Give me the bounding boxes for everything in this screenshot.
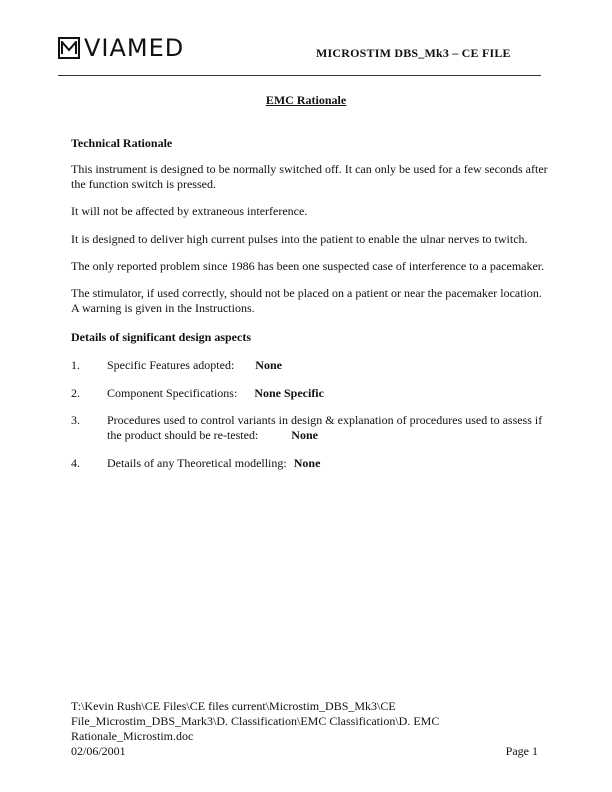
item-value: None	[291, 428, 318, 442]
brand-name: VIAMED	[84, 34, 185, 62]
item-text	[107, 413, 547, 443]
footer-path-line1: T:\Kevin Rush\CE Files\CE files current\Microstim_DBS_Mk3\CE	[71, 699, 396, 713]
item-label-line2: the product should be re-tested:	[107, 428, 259, 442]
paragraph-1: This instrument is designed to be normally switched off. It can only be used for a few seconds after the function switch is pressed.	[71, 162, 548, 191]
design-aspects-heading: Details of significant design aspects	[71, 330, 251, 344]
list-item-2	[71, 386, 541, 401]
viamed-m-icon	[61, 41, 77, 55]
page-number: Page 1	[505, 744, 538, 758]
item-value: None	[255, 358, 282, 372]
header-rule	[58, 75, 541, 76]
item-value: None	[293, 456, 321, 470]
footer-path-line2: File_Microstim_DBS_Mark3\D. Classification\EMC Classification\D. EMC	[71, 714, 440, 728]
item-number: 4.	[71, 456, 80, 470]
item-label: Details of any Theoretical modelling:	[107, 456, 287, 470]
paragraph-3: It is designed to deliver high current pulses into the patient to enable the ulnar nerves to twitch.	[71, 232, 528, 246]
item-text	[107, 386, 547, 401]
header-title: MICROSTIM DBS_Mk3 – CE FILE	[316, 46, 511, 60]
item-number: 3.	[71, 413, 80, 427]
item-label: Specific Features adopted:	[107, 358, 235, 372]
item-text	[107, 456, 547, 471]
list-item-3	[71, 413, 541, 443]
item-value: None Specific	[254, 386, 324, 400]
list-item-1	[71, 358, 541, 373]
viamed-logo	[58, 34, 184, 62]
paragraph-5: The stimulator, if used correctly, should not be placed on a patient or near the pacemaker location. A warning is given in the Instructions.	[71, 286, 542, 315]
paragraph-2: It will not be affected by extraneous interference.	[71, 204, 308, 218]
item-number: 1.	[71, 358, 80, 372]
document-title: EMC Rationale	[265, 93, 347, 107]
footer-path-line3: Rationale_Microstim.doc	[71, 729, 194, 743]
footer-date: 02/06/2001	[71, 744, 126, 758]
technical-rationale-heading: Technical Rationale	[71, 136, 173, 150]
item-label: Component Specifications:	[107, 386, 238, 400]
footer-path	[71, 699, 541, 759]
list-item-4	[71, 456, 541, 471]
paragraph-4: The only reported problem since 1986 has been one suspected case of interference to a pacemaker.	[71, 259, 545, 273]
viamed-logo-mark	[58, 37, 80, 59]
item-label-line1: Procedures used to control variants in design & explanation of procedures used to assess if	[107, 413, 543, 427]
item-text	[107, 358, 547, 373]
item-number: 2.	[71, 386, 80, 400]
